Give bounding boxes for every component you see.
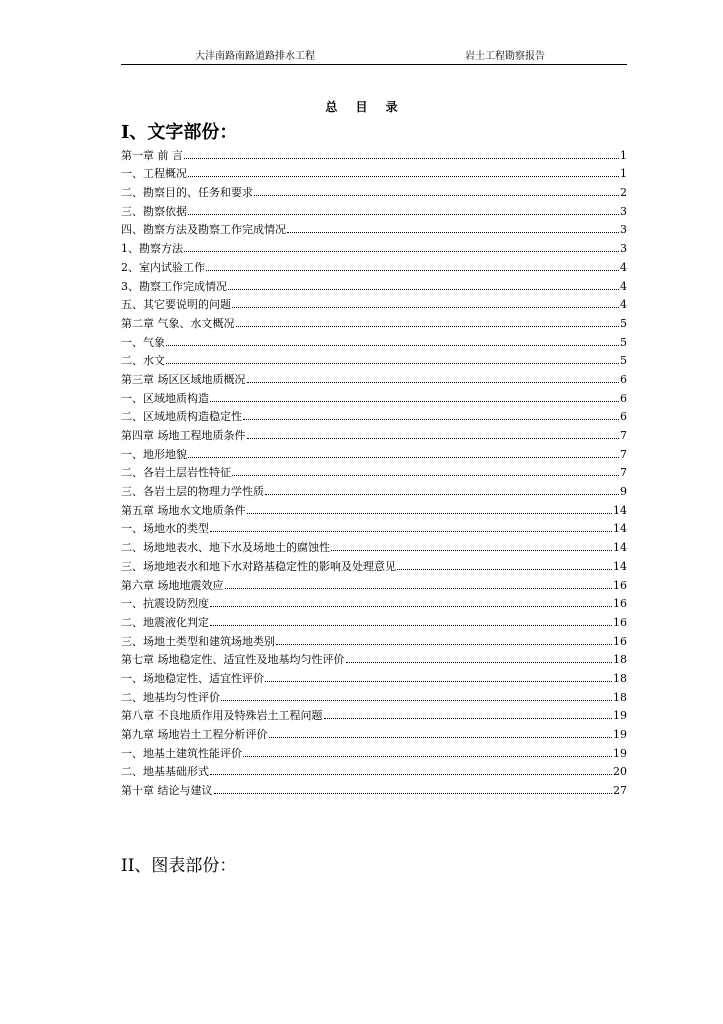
toc-entry[interactable] — [121, 778, 627, 797]
toc-dot-leader — [210, 605, 612, 607]
toc-entry-page-number: 5 — [620, 335, 627, 349]
toc-entry[interactable] — [121, 648, 627, 667]
toc-entry-title: 二、场地地表水、地下水及场地土的腐蚀性 — [121, 541, 330, 555]
toc-dot-leader — [188, 456, 619, 458]
toc-entry[interactable] — [121, 554, 627, 573]
toc-entry-page-number: 3 — [620, 242, 627, 256]
toc-entry-page-number: 3 — [620, 223, 627, 237]
toc-entry-page-number: 6 — [620, 372, 627, 386]
toc-dot-leader — [265, 680, 612, 682]
toc-entry[interactable] — [121, 330, 627, 349]
toc-entry-page-number: 6 — [620, 391, 627, 405]
toc-dot-leader — [236, 325, 620, 327]
toc-entry-title: 四、勘察方法及勘察工作完成情况 — [121, 223, 286, 237]
toc-entry-title: 二、区域地质构造稳定性 — [121, 410, 242, 424]
toc-entry[interactable] — [121, 685, 627, 704]
toc-entry[interactable] — [121, 704, 627, 723]
toc-dot-leader — [210, 530, 612, 532]
toc-entry-page-number: 14 — [613, 522, 627, 536]
toc-entry-title: 第四章 场地工程地质条件 — [121, 429, 246, 442]
toc-dot-leader — [210, 773, 612, 775]
toc-entry[interactable] — [121, 517, 627, 536]
toc-entry-page-number: 14 — [613, 541, 627, 555]
toc-dot-leader — [276, 643, 612, 645]
toc-dot-leader — [210, 624, 612, 626]
toc-entry[interactable] — [121, 143, 627, 162]
toc-dot-leader — [254, 194, 619, 196]
toc-entry-title: 一、地基土建筑性能评价 — [121, 746, 242, 760]
toc-entry[interactable] — [121, 423, 627, 442]
toc-entry[interactable] — [121, 573, 627, 592]
toc-entry-title: 第六章 场地地震效应 — [121, 578, 224, 592]
toc-entry-page-number: 27 — [613, 784, 627, 798]
toc-entry-page-number: 6 — [620, 410, 627, 424]
toc-dot-leader — [232, 306, 619, 308]
toc-entry-page-number: 18 — [613, 671, 627, 685]
toc-entry-title: 二、地基均匀性评价 — [121, 690, 220, 704]
toc-entry[interactable] — [121, 760, 627, 779]
toc-entry[interactable] — [121, 442, 627, 461]
toc-dot-leader — [247, 512, 613, 514]
toc-entry-title: 第五章 场地水文地质条件 — [121, 503, 246, 517]
toc-dot-leader — [232, 474, 619, 476]
page-header — [121, 50, 627, 64]
toc-entry[interactable] — [121, 311, 627, 330]
toc-entry-title: 二、地基基础形式 — [121, 765, 209, 779]
toc-dot-leader — [214, 792, 613, 794]
toc-dot-leader — [166, 362, 619, 364]
toc-dot-leader — [287, 231, 619, 233]
toc-dot-leader — [243, 418, 619, 420]
document-title: 总 目 录 — [325, 100, 405, 114]
toc-dot-leader — [228, 288, 619, 290]
toc-dot-leader — [225, 587, 613, 589]
toc-entry[interactable] — [121, 367, 627, 386]
toc-entry-title: 第二章 气象、水文概况 — [121, 316, 235, 330]
toc-entry-page-number: 9 — [620, 485, 627, 499]
toc-dot-leader — [269, 736, 613, 738]
section-heading-text: I、文字部份： — [121, 122, 238, 143]
toc-entry[interactable] — [121, 479, 627, 498]
toc-entry-title: 一、抗震设防烈度 — [121, 597, 209, 611]
header-project-name: 大沣南路南路道路排水工程 — [195, 51, 315, 62]
toc-entry[interactable] — [121, 535, 627, 554]
toc-entry-page-number: 1 — [620, 167, 627, 181]
toc-entry-page-number: 4 — [620, 298, 627, 312]
toc-entry[interactable] — [121, 162, 627, 181]
toc-entry-page-number: 3 — [620, 204, 627, 218]
toc-entry-title: 第十章 结论与建议 — [121, 784, 213, 798]
toc-dot-leader — [166, 344, 619, 346]
header-divider — [121, 64, 627, 65]
toc-entry[interactable] — [121, 199, 627, 218]
toc-entry-title: 第九章 场地岩土工程分析评价 — [121, 728, 268, 741]
toc-dot-leader — [265, 493, 619, 495]
toc-entry-title: 第一章 前 言 — [121, 148, 183, 162]
toc-entry-title: 三、勘察依据 — [121, 204, 187, 218]
toc-entry-title: 3、勘察工作完成情况 — [121, 279, 227, 293]
toc-entry-title: 三、场地地表水和地下水对路基稳定性的影响及处理意见 — [121, 559, 396, 573]
toc-entry-page-number: 19 — [613, 709, 627, 723]
toc-entry[interactable] — [121, 722, 627, 741]
toc-entry-title: 第八章 不良地质作用及特殊岩土工程问题 — [121, 709, 323, 723]
toc-dot-leader — [346, 661, 613, 663]
toc-entry-page-number: 19 — [613, 728, 627, 741]
toc-entry-page-number: 16 — [613, 634, 627, 648]
toc-dot-leader — [247, 381, 620, 383]
toc-entry-title: 1、勘察方法 — [121, 242, 183, 256]
toc-dot-leader — [324, 717, 613, 719]
toc-entry[interactable] — [121, 741, 627, 760]
toc-entry[interactable] — [121, 349, 627, 368]
toc-entry-page-number: 7 — [620, 466, 627, 480]
toc-entry-title: 二、各岩土层岩性特征 — [121, 466, 231, 480]
toc-entry-title: 一、工程概况 — [121, 167, 187, 181]
toc-entry-page-number: 7 — [620, 429, 627, 442]
toc-entry-title: 一、区域地质构造 — [121, 391, 209, 405]
toc-entry-page-number: 5 — [620, 316, 627, 330]
toc-entry-page-number: 1 — [620, 148, 627, 162]
toc-entry[interactable] — [121, 274, 627, 293]
toc-entry-page-number: 19 — [613, 746, 627, 760]
toc-entry-page-number: 14 — [613, 503, 627, 517]
toc-entry-page-number: 20 — [613, 765, 627, 779]
toc-dot-leader — [221, 699, 612, 701]
toc-entry-page-number: 4 — [620, 260, 627, 274]
toc-entry[interactable] — [121, 461, 627, 480]
toc-dot-leader — [210, 400, 619, 402]
toc-entry-title: 五、其它要说明的问题 — [121, 298, 231, 312]
toc-entry-page-number: 5 — [620, 354, 627, 368]
toc-entry-title: 三、场地土类型和建筑场地类别 — [121, 634, 275, 648]
toc-entry-title: 第三章 场区区域地质概况 — [121, 372, 246, 386]
toc-entry-page-number: 16 — [613, 578, 627, 592]
toc-entry-title: 二、水文 — [121, 354, 165, 368]
toc-dot-leader — [397, 568, 612, 570]
toc-entry-page-number: 7 — [620, 447, 627, 461]
toc-entry-title: 三、各岩土层的物理力学性质 — [121, 485, 264, 499]
toc-entry[interactable] — [121, 666, 627, 685]
toc-entry[interactable] — [121, 386, 627, 405]
toc-entry-title: 一、地形地貌 — [121, 447, 187, 461]
toc-entry-title: 2、室内试验工作 — [121, 260, 205, 274]
toc-entry[interactable] — [121, 293, 627, 312]
toc-entry[interactable] — [121, 629, 627, 648]
toc-entry-page-number: 16 — [613, 615, 627, 629]
toc-entry-title: 二、勘察目的、任务和要求 — [121, 186, 253, 200]
toc-entry[interactable] — [121, 592, 627, 611]
toc-entry-title: 一、场地稳定性、适宜性评价 — [121, 671, 264, 685]
toc-entry-title: 二、地震液化判定 — [121, 615, 209, 629]
section-heading-figures: II、图表部份： — [121, 856, 237, 876]
toc-entry[interactable] — [121, 218, 627, 237]
toc-entry-page-number: 14 — [613, 559, 627, 573]
toc-dot-leader — [188, 213, 619, 215]
toc-entry-page-number: 16 — [613, 597, 627, 611]
toc-entry-page-number: 18 — [613, 690, 627, 704]
toc-entry-page-number: 18 — [613, 653, 627, 667]
toc-dot-leader — [184, 157, 619, 159]
toc-entry[interactable] — [121, 405, 627, 424]
toc-dot-leader — [243, 755, 612, 757]
header-report-type: 岩土工程勘察报告 — [465, 51, 545, 62]
toc-entry[interactable] — [121, 610, 627, 629]
toc-entry-title: 一、场地水的类型 — [121, 522, 209, 536]
toc-entry-title: 一、气象 — [121, 335, 165, 349]
toc-entry-title: 第七章 场地稳定性、适宜性及地基均匀性评价 — [121, 653, 345, 667]
toc-dot-leader — [247, 437, 620, 439]
toc-entry-page-number: 2 — [620, 186, 627, 200]
toc-entry[interactable] — [121, 498, 627, 517]
toc-dot-leader — [184, 250, 619, 252]
toc-entry[interactable] — [121, 236, 627, 255]
toc-entry-page-number: 4 — [620, 279, 627, 293]
toc-entry[interactable] — [121, 180, 627, 199]
toc-entry[interactable] — [121, 255, 627, 274]
toc-dot-leader — [331, 549, 612, 551]
table-of-contents — [121, 143, 627, 797]
toc-dot-leader — [188, 175, 619, 177]
toc-dot-leader — [206, 269, 619, 271]
